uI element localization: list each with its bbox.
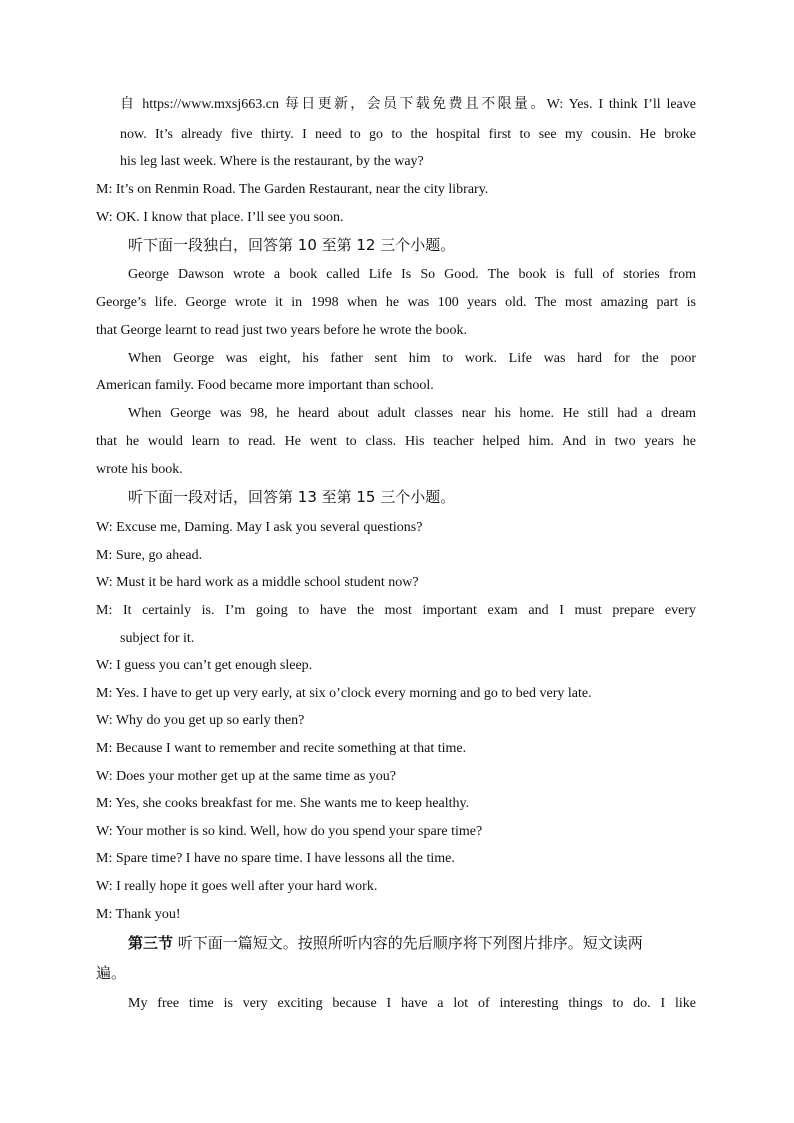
dialogue-line: subject for it. [120, 631, 195, 646]
text-line-1: 自 https://www.mxsj663.cn 每日更新，会员下载免费且不限量。W: Yes. I think I’ll leave [120, 97, 696, 112]
dialogue-line: W: Your mother is so kind. Well, how do you spend your spare time? [96, 824, 483, 839]
dialogue-line: M: Yes. I have to get up very early, at six o’clock every morning and go to bed very late. [96, 686, 592, 701]
section-three-text: 听下面一篇短文。按照所听内容的先后顺序将下列图片排序。短文读两 [177, 934, 643, 952]
dialogue-line: W: Excuse me, Daming. May I ask you several questions? [96, 520, 423, 535]
dialogue-line: M: Yes, she cooks breakfast for me. She wants me to keep healthy. [96, 796, 470, 811]
section-three-instruction [128, 933, 696, 953]
paragraph-line: George Dawson wrote a book called Life Is So Good. The book is full of stories from [128, 267, 696, 282]
paragraph-line: George’s life. George wrote it in 1998 when he was 100 years old. The most amazing part is [96, 295, 696, 310]
paragraph-line: My free time is very exciting because I have a lot of interesting things to do. I like [128, 996, 696, 1011]
paragraph-line: When George was eight, his father sent him to work. Life was hard for the poor [128, 351, 696, 366]
dialogue-line: M: Thank you! [96, 907, 181, 922]
paragraph-line: wrote his book. [96, 462, 183, 477]
dialogue-line: W: Does your mother get up at the same time as you? [96, 769, 397, 784]
dialogue-line: W: OK. I know that place. I’ll see you soon. [96, 210, 344, 225]
paragraph-line: American family. Food became more important than school. [96, 378, 434, 393]
paragraph-line: When George was 98, he heard about adult classes near his home. He still had a dream [128, 406, 696, 421]
dialogue-line: W: Why do you get up so early then? [96, 713, 305, 728]
paragraph-line: that he would learn to read. He went to class. His teacher helped him. And in two years he [96, 434, 696, 449]
dialogue-line: W: I really hope it goes well after your hard work. [96, 879, 378, 894]
dialogue-line: M: It certainly is. I’m going to have the most important exam and I must prepare every [96, 603, 696, 618]
text-line-3: his leg last week. Where is the restaurant, by the way? [120, 154, 424, 169]
section-three-label: 第三节 [128, 934, 174, 952]
text-line-2: now. It’s already five thirty. I need to go to the hospital first to see my cousin. He broke [120, 127, 696, 142]
section-heading-monologue: 听下面一段独白，回答第 10 至第 12 三个小题。 [128, 236, 456, 254]
paragraph-line: that George learnt to read just two years before he wrote the book. [96, 323, 467, 338]
dialogue-line: M: It’s on Renmin Road. The Garden Restaurant, near the city library. [96, 182, 489, 197]
dialogue-line: M: Sure, go ahead. [96, 548, 203, 563]
dialogue-line: W: Must it be hard work as a middle school student now? [96, 575, 419, 590]
section-three-instruction-cont: 遍。 [96, 964, 127, 982]
dialogue-line: W: I guess you can’t get enough sleep. [96, 658, 313, 673]
dialogue-line: M: Spare time? I have no spare time. I have lessons all the time. [96, 851, 455, 866]
section-heading-dialogue: 听下面一段对话，回答第 13 至第 15 三个小题。 [128, 488, 456, 506]
dialogue-line: M: Because I want to remember and recite something at that time. [96, 741, 467, 756]
